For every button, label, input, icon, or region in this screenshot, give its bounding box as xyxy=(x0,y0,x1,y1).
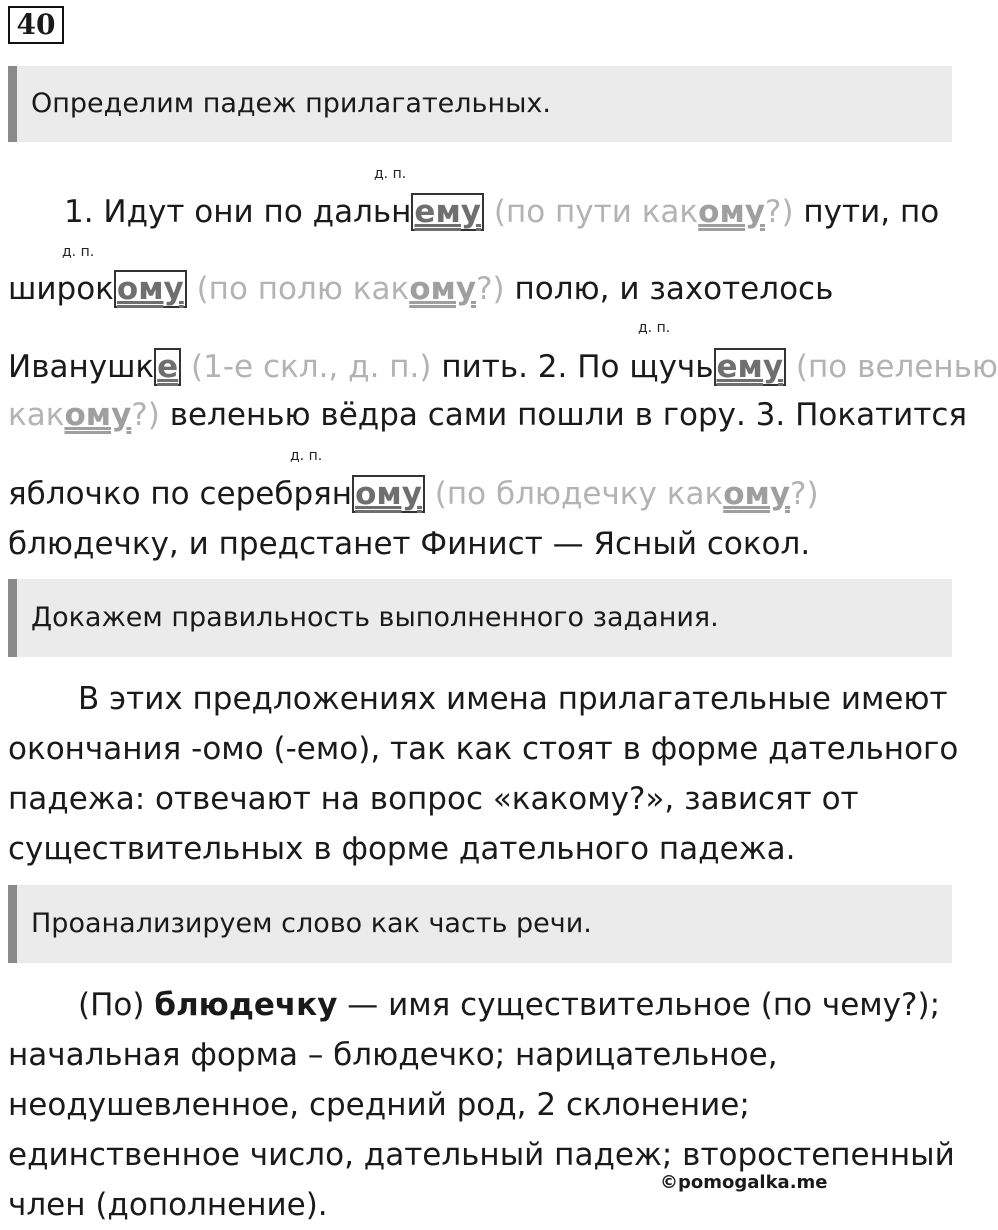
paragraph-line: В этих предложениях имена прилагательные имеют xyxy=(78,681,948,717)
text: — имя существительное (по чему?); xyxy=(337,987,941,1023)
paragraph-line: окончания -омо (-емо), так как стоят в форме дательного xyxy=(8,731,959,767)
question: как xyxy=(8,397,65,433)
text: пить. 2. По щучь xyxy=(431,349,714,385)
question-ending: ому xyxy=(723,476,791,512)
section-heading-proof xyxy=(8,579,952,657)
heading-text: Проанализируем слово как часть речи. xyxy=(31,908,592,939)
text: (По) xyxy=(78,987,155,1023)
ending-box: ому xyxy=(114,270,187,308)
sentence-line-6: блюдечку, и предстанет Финист — Ясный сокол. xyxy=(8,526,811,562)
sentence-line-5 xyxy=(8,474,819,514)
ending-box: ему xyxy=(411,193,484,231)
sentence-line-4 xyxy=(8,395,967,435)
sentence-line-1 xyxy=(8,192,939,232)
sentence-line-3 xyxy=(8,347,998,387)
note: (1-е скл., д. п.) xyxy=(181,349,432,385)
question: ?) xyxy=(476,271,505,307)
case-mark: д. п. xyxy=(638,320,671,336)
section-heading-case xyxy=(8,66,952,142)
text: веленью вёдра сами пошли в гору. 3. Покатится xyxy=(159,397,968,433)
question: ?) xyxy=(765,194,794,230)
heading-text: Определим падеж прилагательных. xyxy=(31,88,551,119)
question: ?) xyxy=(790,476,819,512)
section-heading-analysis xyxy=(8,885,952,963)
ending-box: ому xyxy=(352,475,425,513)
question: (по веленью xyxy=(786,349,998,385)
question-ending: ому xyxy=(409,271,477,307)
text: яблочко по серебрян xyxy=(8,476,353,512)
question-ending: ому xyxy=(64,397,132,433)
heading-text: Докажем правильность выполненного задания. xyxy=(31,602,719,633)
question-ending: ому xyxy=(698,194,765,230)
paragraph-line: существительных в форме дательного падежа. xyxy=(8,831,796,867)
text: полю, и захотелось xyxy=(504,271,834,307)
proof-paragraph xyxy=(8,674,958,874)
paragraph-line: начальная форма – блюдечко; нарицательное, xyxy=(8,1037,778,1073)
watermark: ©pomogalka.me xyxy=(660,1172,828,1193)
case-mark: д. п. xyxy=(62,244,95,260)
ending-box: е xyxy=(154,348,181,386)
text: широк xyxy=(8,271,114,307)
paragraph-line: падежа: отвечают на вопрос «какому?», зависят от xyxy=(8,781,859,817)
text: Иванушк xyxy=(8,349,155,385)
question: (по полю как xyxy=(186,271,410,307)
task-number: 40 xyxy=(8,6,64,44)
paragraph-line: член (дополнение). xyxy=(8,1187,328,1223)
question: (по пути как xyxy=(484,194,699,230)
question: (по блюдечку как xyxy=(424,476,724,512)
sentence-line-2 xyxy=(8,269,833,309)
paragraph-line xyxy=(8,980,955,1030)
analyzed-word: блюдечку xyxy=(154,987,338,1023)
paragraph-line: неодушевленное, средний род, 2 склонение; xyxy=(8,1087,750,1123)
text: 1. Идут они по дальн xyxy=(64,194,412,230)
paragraph-line: единственное число, дательный падеж; второстепенный xyxy=(8,1137,955,1173)
ending-box: ему xyxy=(714,348,787,386)
text: пути, по xyxy=(793,194,940,230)
case-mark: д. п. xyxy=(374,166,407,182)
case-mark: д. п. xyxy=(290,448,323,464)
question: ?) xyxy=(131,397,160,433)
